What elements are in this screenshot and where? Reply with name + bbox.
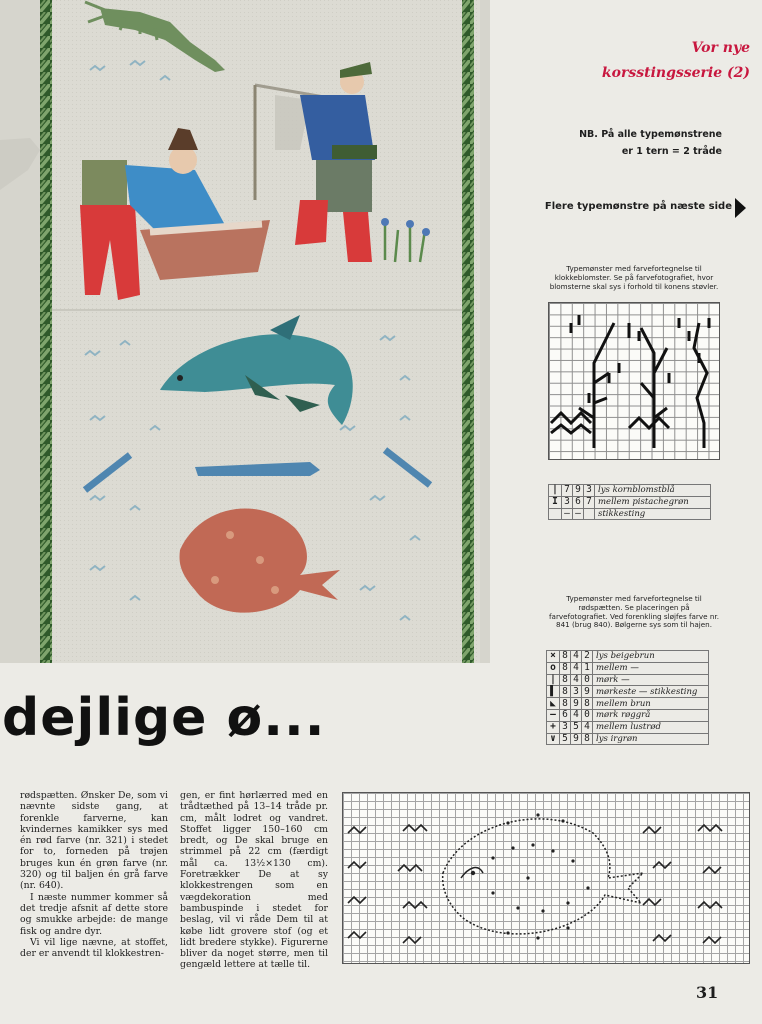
series-title-line2: korsstingsserie (2) [601, 65, 750, 81]
key-color-name: mørk røggrå [593, 709, 709, 721]
paragraph: gen, er fint hørlærred med en trådtæthed på 13–14 tråde pr. cm, målt lodret og vandret. Stoffet ligger 150–160 cm bredt, og De skal bruge en strimmel på 22 cm (færdigt mål ca. 13½×130 cm). Foretrækker De at sy klokkestrengen som en vægdekoration med bambuspinde i stedet for beslag, vil vi råde Dem til at købe lidt grovere stof (og et lidt bredere stykke). Figurerne bliver da noget større, men til gengæld lettere at tælle til. [180, 790, 328, 971]
key-row [547, 698, 709, 710]
key-row [549, 508, 711, 520]
key-code-digit: 0 [582, 709, 593, 721]
key-row [549, 485, 711, 497]
embroidery-photo [0, 0, 490, 663]
key-symbol: | [547, 674, 560, 686]
key-row [547, 733, 709, 745]
key-symbol: Ι [549, 496, 562, 508]
key-symbol: — [547, 709, 560, 721]
bellflower-chart-symbols [549, 303, 719, 459]
key-code-digit [584, 508, 595, 520]
key-code-digit: 5 [560, 733, 571, 745]
key-symbol: + [547, 721, 560, 733]
paragraph: Vi vil lige nævne, at stoffet, der er anvendt til klokkestren- [20, 936, 168, 960]
bellflower-chart [548, 302, 720, 460]
key-symbol: | [549, 485, 562, 497]
nb-note-line1: NB. På alle typemønstrene [579, 129, 722, 140]
pattern2-color-key [546, 650, 709, 745]
key-code-digit: 4 [582, 721, 593, 733]
key-symbol: ◣ [547, 698, 560, 710]
pattern1-caption: Typemønster med farvefortegnelse til klokkeblomster. Se på farvefotografiet, hvor blomsterne skal sys i forhold til konens støvler. [549, 264, 719, 291]
key-color-name: mellem — [593, 662, 709, 674]
key-color-name: mørk — [593, 674, 709, 686]
key-code-digit: 3 [571, 686, 582, 698]
key-symbol: o [547, 662, 560, 674]
key-code-digit: 3 [562, 496, 573, 508]
key-symbol: ▌ [547, 686, 560, 698]
key-color-name: lys irgrøn [593, 733, 709, 745]
key-code-digit: 6 [573, 496, 584, 508]
series-title-line1: Vor nye [691, 40, 750, 56]
key-code-digit: 4 [571, 709, 582, 721]
key-color-name: mellem pistachegrøn [595, 496, 711, 508]
key-code-digit: 4 [571, 651, 582, 663]
arrow-right-icon [735, 198, 746, 218]
key-code-digit: 8 [560, 651, 571, 663]
text-column-2 [180, 790, 328, 971]
plaice-chart [342, 792, 750, 964]
key-code-digit: 8 [560, 686, 571, 698]
nb-note-line2: er 1 tern = 2 tråde [621, 146, 722, 157]
key-row [547, 674, 709, 686]
key-code-digit: — [562, 508, 573, 520]
key-row [547, 709, 709, 721]
key-code-digit: 8 [560, 662, 571, 674]
key-color-name: lys kornblomstblå [595, 485, 711, 497]
key-color-name: lys beigebrun [593, 651, 709, 663]
pattern2-caption: Typemønster med farvefortegnelse til rødspætten. Se placeringen på farvefotografiet. Ved forenkling sløjfes farve nr. 841 (brug 840). Bølgerne sys som til hajen. [549, 594, 719, 630]
key-code-digit: 3 [560, 721, 571, 733]
key-code-digit: 8 [560, 698, 571, 710]
nb-note [530, 126, 722, 160]
key-code-digit: 7 [584, 496, 595, 508]
key-code-digit: 1 [582, 662, 593, 674]
key-code-digit: 6 [560, 709, 571, 721]
page-number: 31 [696, 983, 719, 1002]
key-code-digit: 4 [571, 674, 582, 686]
key-symbol: × [547, 651, 560, 663]
series-title [520, 36, 750, 86]
key-color-name: stikkesting [595, 508, 711, 520]
paragraph: I næste nummer kommer så det tredje afsnit af dette store og smukke arbejde: de mange fisk og andre dyr. [20, 891, 168, 937]
pattern1-color-key [548, 484, 711, 520]
key-code-digit: 5 [571, 721, 582, 733]
paragraph: rødspætten. Ønsker De, som vi nævnte sidste gang, at forenkle farverne, kan kvindernes kamikker sys med én rød farve (nr. 321) i stedet for to, forneden på trøjen bruges kun én grøn farve (nr. 320) og til baljen én grå farve (nr. 640). [20, 790, 168, 892]
key-color-name: mørkeste — stikkesting [593, 686, 709, 698]
key-code-digit: 9 [582, 686, 593, 698]
key-color-name: mellem lustrød [593, 721, 709, 733]
key-symbol: ∨ [547, 733, 560, 745]
key-symbol [549, 508, 562, 520]
key-row [547, 721, 709, 733]
key-code-digit: 8 [582, 733, 593, 745]
key-code-digit: 9 [571, 733, 582, 745]
key-row [547, 662, 709, 674]
key-code-digit: 3 [584, 485, 595, 497]
key-code-digit: 8 [582, 698, 593, 710]
key-code-digit: 9 [573, 485, 584, 497]
text-column-1 [20, 790, 168, 959]
headline: dejlige ø... [2, 688, 326, 748]
plaice-chart-symbols [343, 793, 749, 963]
key-code-digit: 9 [571, 698, 582, 710]
key-code-digit: — [573, 508, 584, 520]
key-code-digit: 0 [582, 674, 593, 686]
key-row [547, 651, 709, 663]
key-code-digit: 4 [571, 662, 582, 674]
more-patterns-note: Flere typemønstre på næste side [544, 201, 732, 212]
key-color-name: mellem brun [593, 698, 709, 710]
key-row [547, 686, 709, 698]
key-code-digit: 7 [562, 485, 573, 497]
key-code-digit: 8 [560, 674, 571, 686]
key-row [549, 496, 711, 508]
key-code-digit: 2 [582, 651, 593, 663]
